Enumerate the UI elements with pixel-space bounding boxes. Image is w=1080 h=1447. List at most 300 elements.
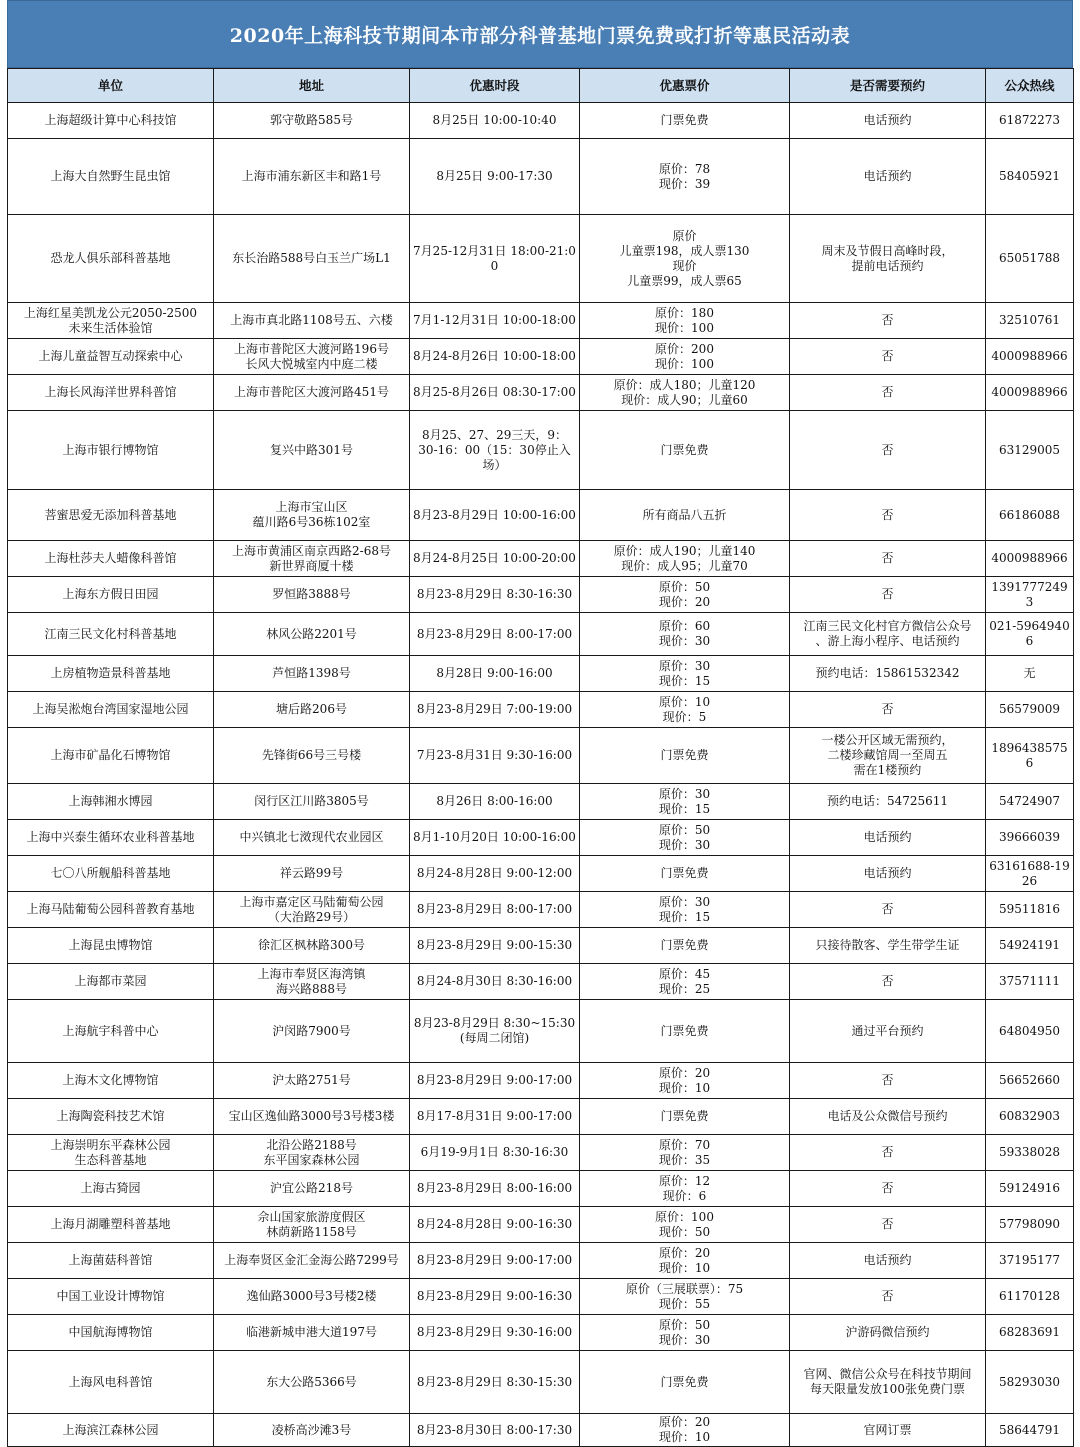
cell-address [214,339,410,375]
cell-booking-line: 否 [881,1181,894,1195]
cell-price-line: 现价：100 [655,320,714,335]
cell-hotline [986,1000,1074,1063]
cell-unit [8,139,214,215]
cell-period [410,1207,580,1243]
table-row [8,1315,1074,1351]
cell-unit-line: 上海市银行博物馆 [62,442,159,457]
cell-price [580,103,790,139]
cell-period [410,656,580,692]
cell-address-line: 上海市普陀区大渡河路451号 [234,385,389,399]
header-row [8,69,1074,103]
table-title: 2020年上海科技节期间本市部分科普基地门票免费或打折等惠民活动表 [7,0,1073,68]
cell-booking-line: 否 [881,1289,894,1303]
cell-price-line: 门票免费 [660,1374,709,1389]
cell-period-line: 8月23-8月29日 9:00-16:30 [416,1289,573,1303]
cell-unit [8,964,214,1000]
cell-address-line: 长风大悦城室内中庭二楼 [245,356,378,371]
cell-unit-line: 上海马陆葡萄公园科普教育基地 [26,902,195,916]
cell-price [580,692,790,728]
cell-booking-line: 否 [881,507,894,522]
cell-address [214,1351,410,1414]
cell-address-line: 闵行区江川路3805号 [254,794,369,808]
cell-price [580,1243,790,1279]
cell-booking [790,490,986,541]
cell-address-line: 上海市真北路1108号五、六楼 [230,313,393,327]
cell-period-line: 7月1-12月31日 10:00-18:00 [413,313,576,327]
cell-price [580,541,790,577]
cell-booking [790,303,986,339]
cell-price-line: 原价：70 [658,1137,711,1152]
cell-unit-line: 上海崇明东平森林公园 [50,1137,171,1152]
cell-unit [8,103,214,139]
cell-unit [8,692,214,728]
cell-price-line: 原价：100 [655,1209,714,1224]
cell-hotline [986,1135,1074,1171]
cell-price-line: 门票免费 [660,938,709,952]
cell-price-line: 所有商品八五折 [642,507,727,522]
cell-hotline-line: 32510761 [998,313,1061,327]
cell-hotline [986,728,1074,784]
table-row [8,215,1074,303]
cell-price [580,728,790,784]
cell-period [410,541,580,577]
cell-period [410,1063,580,1099]
cell-unit [8,1351,214,1414]
table-row [8,541,1074,577]
cell-hotline-line: 021-59649406 [989,619,1070,648]
cell-price-line: 现价：30 [658,837,711,852]
table-row [8,613,1074,656]
cell-hotline-line: 58644791 [998,1422,1061,1437]
cell-booking [790,339,986,375]
cell-unit-line: 上海风电科普馆 [68,1374,153,1389]
table-row [8,1063,1074,1099]
cell-unit-line: 上海儿童益智互动探索中心 [38,349,183,363]
table-row [8,103,1074,139]
cell-price-line: 现价：25 [658,981,711,996]
cell-hotline-line: 59511816 [998,902,1061,916]
cell-hotline-line: 56652660 [998,1073,1061,1087]
cell-hotline-line: 37195177 [998,1253,1061,1267]
cell-unit-line: 上海都市菜园 [74,974,147,988]
cell-address [214,656,410,692]
cell-booking-line: 、游上海小程序、电话预约 [815,634,960,648]
cell-booking-line: 沪游码微信预约 [845,1325,930,1339]
cell-hotline-line: 59338028 [998,1145,1061,1159]
cell-address [214,1063,410,1099]
cell-period [410,139,580,215]
cell-price-line: 原价：30 [658,786,711,801]
cell-period-line: 8月28日 9:00-16:00 [436,666,553,680]
cell-price-line: 原价：30 [658,658,711,673]
cell-hotline [986,928,1074,964]
cell-unit-line: 上海昆虫博物馆 [68,938,153,952]
cell-price-line: 现价：30 [658,1332,711,1347]
table-row [8,1351,1074,1414]
cell-price-line: 现价：5 [662,709,707,724]
cell-period-line: 8月23-8月29日 8:30-15:30 [416,1374,573,1389]
cell-price-line: 现价：39 [658,176,711,191]
cell-period-line: 8月25、27、29三天，9： [421,427,568,442]
table-row [8,411,1074,490]
table-row [8,490,1074,541]
cell-booking-line: 电话及公众微信号预约 [827,1109,948,1123]
cell-address-line: 塘后路206号 [276,702,347,716]
cell-unit [8,541,214,577]
cell-period-line: 8月24-8月30日 8:30-16:00 [416,974,573,988]
cell-booking [790,1099,986,1135]
cell-address [214,1135,410,1171]
cell-address-line: 上海市宝山区 [275,500,348,514]
cell-price [580,928,790,964]
cell-price [580,784,790,820]
cell-period-line: 8月24-8月28日 9:00-12:00 [416,866,573,880]
cell-address [214,411,410,490]
cell-address-line: 徐汇区枫林路300号 [258,938,365,952]
cell-unit [8,1171,214,1207]
cell-price-line: 现价：15 [658,673,711,688]
cell-unit-line: 上海大自然野生昆虫馆 [50,169,171,183]
cell-period-line: 8月23-8月29日 8:30~15:30 [413,1016,576,1030]
cell-address-line: 上海市嘉定区马陆葡萄公园 [239,894,384,909]
cell-address [214,577,410,613]
cell-address-line: 沪太路2751号 [272,1073,351,1087]
cell-period [410,928,580,964]
cell-hotline-line: 66186088 [998,507,1061,522]
cell-hotline-line: 56579009 [998,702,1061,716]
cell-booking [790,215,986,303]
cell-unit [8,1135,214,1171]
activity-table [7,68,1074,1447]
cell-booking [790,577,986,613]
cell-unit-line: 上海长风海洋世界科普馆 [44,385,177,399]
table-row [8,375,1074,411]
cell-period [410,303,580,339]
cell-hotline [986,820,1074,856]
table-row [8,656,1074,692]
cell-price-line: 原价：20 [658,1245,711,1260]
cell-price [580,1063,790,1099]
cell-price [580,490,790,541]
cell-price-line: 现价：15 [658,909,711,924]
cell-address-line: 罗恒路3888号 [272,587,351,601]
cell-hotline-line: 58293030 [998,1374,1061,1389]
cell-period [410,1243,580,1279]
table-row [8,728,1074,784]
cell-price [580,892,790,928]
cell-period-line: 8月23-8月29日 9:00-15:30 [416,938,573,952]
cell-price-line: 原价：30 [658,894,711,909]
cell-address [214,139,410,215]
cell-unit-line: 上海中兴泰生循环农业科普基地 [26,830,195,844]
table-row [8,1207,1074,1243]
cell-hotline [986,692,1074,728]
cell-price [580,577,790,613]
cell-unit-line: 中国航海博物馆 [68,1325,153,1339]
cell-hotline [986,541,1074,577]
cell-price [580,1279,790,1315]
cell-booking-line: 否 [881,442,894,457]
cell-address [214,303,410,339]
cell-hotline-line: 37571111 [998,974,1061,988]
cell-hotline [986,339,1074,375]
cell-booking [790,1351,986,1414]
cell-period-line: 场） [482,457,507,472]
cell-price-line: 原价：180 [655,305,714,320]
cell-period-line: 7月25-12月31日 18:00-21:00 [413,243,576,273]
cell-price [580,339,790,375]
cell-address-line: 蕴川路6号36栋102室 [252,515,371,529]
cell-address [214,728,410,784]
cell-address-line: 临港新城申港大道197号 [246,1325,377,1339]
table-row [8,1135,1074,1171]
cell-period-line: 8月23-8月29日 8:00-17:00 [416,902,573,916]
cell-hotline [986,613,1074,656]
cell-unit-line: 上海吴淞炮台湾国家湿地公园 [32,702,189,716]
cell-hotline-line: 57798090 [998,1217,1061,1231]
cell-booking-line: 否 [881,1217,894,1231]
cell-period [410,339,580,375]
cell-period-line: 8月25日 9:00-17:30 [436,169,553,183]
cell-booking [790,375,986,411]
cell-booking-line: 否 [881,385,894,399]
cell-address [214,692,410,728]
cell-booking-line: 否 [881,1145,894,1159]
column-header-unit: 单位 [8,69,214,103]
cell-period-line: 8月23-8月29日 9:00-17:00 [416,1253,573,1267]
cell-booking-line: 二楼珍藏馆周一至周五 [827,748,948,762]
cell-address [214,103,410,139]
cell-price-line: 现价 [672,258,697,273]
cell-price-line: 原价（三展联票）：75 [625,1281,744,1296]
cell-unit-line: 江南三民文化村科普基地 [44,626,177,641]
cell-period-line: 8月25-8月26日 08:30-17:00 [413,385,576,399]
cell-unit [8,1279,214,1315]
cell-unit-line: 未来生活体验馆 [68,320,153,335]
cell-booking [790,1063,986,1099]
cell-unit [8,1414,214,1447]
cell-unit-line: 中国工业设计博物馆 [56,1289,165,1303]
cell-period [410,1315,580,1351]
cell-period [410,215,580,303]
cell-period-line: 8月23-8月29日 8:00-16:00 [416,1181,573,1195]
cell-booking-line: 否 [881,1073,894,1087]
cell-hotline-line: 59124916 [998,1181,1061,1195]
cell-unit-line: 七〇八所舰船科普基地 [50,866,171,880]
cell-booking [790,1207,986,1243]
table-row [8,1279,1074,1315]
cell-unit [8,856,214,892]
cell-booking-line: 否 [881,349,894,363]
cell-hotline-line: 60832903 [998,1109,1061,1123]
cell-booking-line: 否 [881,313,894,327]
cell-address-line: 北沿公路2188号 [266,1137,357,1152]
cell-price-line: 门票免费 [660,748,709,762]
cell-period-line: 8月17-8月31日 9:00-17:00 [416,1109,573,1123]
cell-unit-line: 上海月湖雕塑科普基地 [50,1217,171,1231]
cell-address-line: 凌桥高沙滩3号 [271,1422,352,1437]
cell-booking [790,892,986,928]
cell-hotline-line: 63129005 [998,442,1061,457]
cell-hotline [986,892,1074,928]
cell-unit [8,656,214,692]
cell-unit [8,892,214,928]
cell-period-line: 8月24-8月28日 9:00-16:30 [416,1217,573,1231]
cell-period [410,1351,580,1414]
cell-booking [790,820,986,856]
cell-unit-line: 上海菌菇科普馆 [68,1253,153,1267]
cell-booking [790,1135,986,1171]
cell-price-line: 现价：10 [658,1260,711,1275]
cell-unit-line: 上海杜莎夫人蜡像科普馆 [44,551,177,565]
cell-price-line: 原价：12 [658,1173,711,1188]
cell-unit-line: 上海陶瓷科技艺术馆 [56,1109,165,1123]
cell-price [580,613,790,656]
cell-hotline [986,656,1074,692]
cell-address-line: 郭守敬路585号 [270,113,353,127]
cell-period-line: 8月1-10月20日 10:00-16:00 [413,830,576,844]
cell-price-line: 门票免费 [660,866,709,880]
cell-period [410,728,580,784]
cell-period-line: (每周二闭馆) [459,1031,530,1045]
cell-price-line: 现价：成人95；儿童70 [621,558,748,573]
cell-booking [790,1315,986,1351]
cell-hotline [986,856,1074,892]
cell-booking-line: 否 [881,702,894,716]
cell-booking-line: 预约电话：54725611 [826,794,949,808]
column-header-address: 地址 [214,69,410,103]
cell-hotline-line: 4000988966 [991,385,1068,399]
cell-hotline-line: 无 [1023,666,1036,680]
cell-period [410,103,580,139]
cell-hotline-line: 39666039 [998,830,1061,844]
cell-address [214,215,410,303]
cell-booking-line: 电话预约 [863,113,912,127]
cell-hotline [986,1279,1074,1315]
cell-unit-line: 上海古猗园 [80,1181,141,1195]
cell-price-line: 门票免费 [660,1109,709,1123]
column-header-hotline: 公众热线 [986,69,1074,103]
table-row [8,139,1074,215]
cell-unit-line: 上海超级计算中心科技馆 [44,113,177,127]
cell-hotline-line: 13917772493 [991,579,1068,609]
cell-booking [790,103,986,139]
cell-price [580,964,790,1000]
cell-unit [8,928,214,964]
cell-address-line: 林荫新路1158号 [266,1224,357,1239]
cell-period [410,411,580,490]
cell-address-line: 佘山国家旅游度假区 [257,1209,366,1224]
cell-address [214,964,410,1000]
cell-address-line: 芦恒路1398号 [272,666,351,680]
cell-period-line: 8月23-8月29日 7:00-19:00 [416,702,573,716]
cell-address [214,1279,410,1315]
cell-booking-line: 江南三民文化村官方微信公众号 [803,619,972,633]
cell-booking [790,613,986,656]
cell-period [410,1000,580,1063]
cell-period [410,1414,580,1447]
table-row [8,856,1074,892]
cell-hotline-line: 63161688-1926 [989,858,1070,888]
table-row [8,577,1074,613]
table-row [8,1099,1074,1135]
cell-unit [8,820,214,856]
cell-address-line: 沪闵路7900号 [272,1023,351,1038]
cell-price-line: 原价：50 [658,822,711,837]
cell-period-line: 7月23-8月31日 9:30-16:00 [416,748,573,762]
cell-hotline [986,1315,1074,1351]
cell-price [580,1414,790,1447]
cell-unit [8,1000,214,1063]
cell-period [410,856,580,892]
cell-address-line: 上海市普陀区大渡河路196号 [234,341,389,356]
cell-price-line: 原价：60 [658,619,711,633]
cell-period [410,490,580,541]
cell-unit-line: 上海红星美凯龙公元2050-2500 [23,305,198,320]
cell-address [214,784,410,820]
cell-address [214,1171,410,1207]
cell-booking-line: 周末及节假日高峰时段， [821,243,954,258]
cell-period [410,1135,580,1171]
table-row [8,1000,1074,1063]
cell-period-line: 8月23-8月29日 9:00-17:00 [416,1073,573,1087]
cell-price-line: 原价：成人180；儿童120 [613,377,756,392]
cell-booking [790,856,986,892]
cell-period-line: 6月19-9月1日 8:30-16:30 [420,1145,569,1159]
cell-booking-line: 官网、微信公众号在科技节期间 [803,1367,972,1381]
cell-unit-line: 恐龙人俱乐部科普基地 [50,251,171,265]
cell-address [214,613,410,656]
table-row [8,964,1074,1000]
table-row [8,692,1074,728]
table-row [8,928,1074,964]
cell-unit [8,784,214,820]
cell-booking-line: 每天限量发放100张免费门票 [810,1382,965,1396]
cell-price-line: 原价：78 [658,161,711,176]
cell-hotline-line: 18964385756 [991,740,1068,770]
cell-unit-line: 上海滨江森林公园 [62,1422,159,1437]
cell-price-line: 现价：100 [655,356,714,371]
cell-unit-line: 上海东方假日田园 [62,587,159,601]
cell-booking-line: 否 [881,974,894,988]
cell-booking-line: 否 [881,551,894,565]
cell-booking [790,1000,986,1063]
cell-price [580,820,790,856]
table-body [8,103,1074,1447]
cell-price-line: 原价：45 [658,966,711,981]
cell-hotline [986,215,1074,303]
cell-price [580,856,790,892]
cell-address-line: 祥云路99号 [279,866,344,880]
cell-period-line: 8月23-8月29日 8:00-17:00 [416,626,573,641]
cell-unit [8,1063,214,1099]
cell-address-line: 东大公路5366号 [266,1374,357,1389]
cell-price-line: 现价：55 [658,1296,711,1311]
cell-hotline-line: 65051788 [998,251,1061,265]
cell-unit-line: 上海航宇科普中心 [62,1023,159,1038]
cell-price [580,1000,790,1063]
cell-period [410,613,580,656]
cell-price-line: 现价：成人90；儿童60 [621,392,748,407]
cell-price [580,215,790,303]
cell-hotline [986,1063,1074,1099]
cell-hotline-line: 61872273 [998,113,1061,127]
cell-price-line: 现价：15 [658,801,711,816]
cell-unit-line: 生态科普基地 [74,1152,147,1167]
cell-booking [790,728,986,784]
cell-price [580,1099,790,1135]
cell-price [580,1351,790,1414]
